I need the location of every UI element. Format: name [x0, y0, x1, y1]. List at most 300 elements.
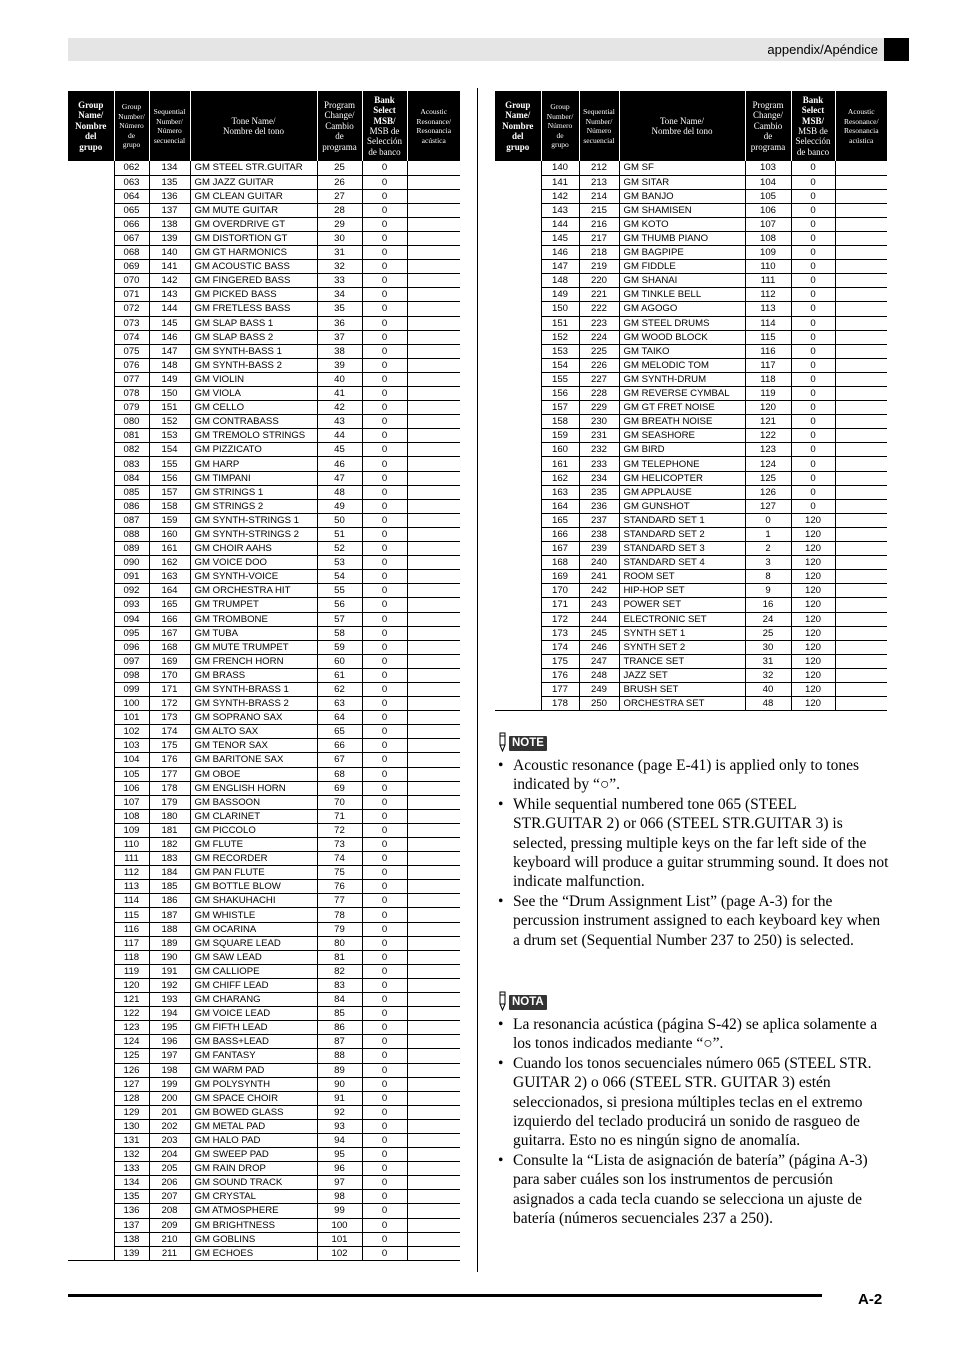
group-number-cell: 139	[114, 1246, 149, 1260]
group-number-cell: 103	[114, 739, 149, 753]
program-change-cell: 53	[317, 556, 362, 570]
acoustic-resonance-cell	[407, 894, 460, 908]
program-change-cell: 88	[317, 1049, 362, 1063]
acoustic-resonance-cell	[407, 570, 460, 584]
sequential-number-cell: 149	[149, 372, 190, 386]
table-row	[68, 1007, 460, 1021]
table-row	[68, 161, 460, 175]
program-change-cell: 3	[745, 556, 791, 570]
program-change-cell: 2	[745, 542, 791, 556]
tone-name-cell: GM SQUARE LEAD	[190, 936, 317, 950]
group-name-cell	[68, 725, 114, 739]
sequential-number-cell: 202	[149, 1119, 190, 1133]
tone-name-cell: GM BASSOON	[190, 795, 317, 809]
tone-name-cell: GM SPACE CHOIR	[190, 1091, 317, 1105]
group-name-cell	[68, 1091, 114, 1105]
note-item: • See the “Drum Assignment List” (page A-3) for the percussion instrument assigned to each keyboard key when a drum set (Sequential Number 237 to 250) is selected.	[497, 892, 889, 950]
sequential-number-cell: 170	[149, 668, 190, 682]
group-number-cell: 167	[541, 542, 579, 556]
acoustic-resonance-cell	[407, 950, 460, 964]
bank-select-cell: 120	[791, 556, 835, 570]
program-change-cell: 125	[745, 471, 791, 485]
bank-select-cell: 0	[362, 626, 407, 640]
acoustic-resonance-cell	[835, 697, 887, 711]
group-name-cell	[68, 1077, 114, 1091]
table-row	[495, 499, 887, 513]
table-row	[68, 288, 460, 302]
tone-name-cell: GM MUTE TRUMPET	[190, 640, 317, 654]
group-number-cell: 122	[114, 1007, 149, 1021]
table-row	[68, 443, 460, 457]
note-item: • Consulte la “Lista de asignación de batería” (página A-3) para saber cuáles son los instrumentos de percusión asignados a cada tecla cuando se selecciona un ajuste de batería (números secuenciales 237 a 250).	[497, 1151, 889, 1229]
tone-name-cell: GM STEEL STR.GUITAR	[190, 161, 317, 175]
table-row	[495, 457, 887, 471]
group-number-cell: 063	[114, 175, 149, 189]
group-name-cell	[495, 189, 541, 203]
group-name-cell	[68, 302, 114, 316]
tone-name-cell: GM ATMOSPHERE	[190, 1204, 317, 1218]
tone-name-cell: GM AGOGO	[619, 302, 745, 316]
tone-name-cell: GM SYNTH-STRINGS 2	[190, 527, 317, 541]
table-row	[68, 527, 460, 541]
tone-name-cell: GM SYNTH-BASS 2	[190, 358, 317, 372]
acoustic-resonance-cell	[835, 443, 887, 457]
bank-select-cell: 120	[791, 682, 835, 696]
group-name-cell	[68, 1063, 114, 1077]
group-name-cell	[68, 429, 114, 443]
bank-select-cell: 0	[362, 697, 407, 711]
sequential-number-cell: 177	[149, 767, 190, 781]
bank-select-cell: 120	[791, 527, 835, 541]
acoustic-resonance-cell	[407, 372, 460, 386]
group-name-cell	[68, 781, 114, 795]
table-row	[495, 288, 887, 302]
program-change-cell: 110	[745, 260, 791, 274]
header-bank-select: Bank Select MSB/ MSB de Selección de banco	[362, 91, 407, 161]
acoustic-resonance-cell	[407, 781, 460, 795]
bank-select-cell: 0	[362, 598, 407, 612]
program-change-cell: 80	[317, 936, 362, 950]
program-change-cell: 117	[745, 358, 791, 372]
acoustic-resonance-cell	[407, 1119, 460, 1133]
acoustic-resonance-cell	[835, 344, 887, 358]
acoustic-resonance-cell	[835, 626, 887, 640]
acoustic-resonance-cell	[835, 203, 887, 217]
sequential-number-cell: 219	[579, 260, 619, 274]
group-number-cell: 067	[114, 231, 149, 245]
table-row	[68, 880, 460, 894]
program-change-cell: 79	[317, 922, 362, 936]
sequential-number-cell: 192	[149, 978, 190, 992]
acoustic-resonance-cell	[407, 1063, 460, 1077]
bank-select-cell: 0	[362, 485, 407, 499]
acoustic-resonance-cell	[835, 513, 887, 527]
note-item: • While sequential numbered tone 065 (STEEL STR.GUITAR 2) or 066 (STEEL STR.GUITAR 3) is selected, pressing multiple keys on the far left side of the keyboard will produce a guitar strumming sound. It does not indicate malfunction.	[497, 795, 889, 892]
group-name-cell	[68, 739, 114, 753]
table-row	[68, 1105, 460, 1119]
group-number-cell: 148	[541, 274, 579, 288]
group-number-cell: 164	[541, 499, 579, 513]
sequential-number-cell: 241	[579, 570, 619, 584]
tone-table-right	[495, 91, 887, 711]
group-number-cell: 100	[114, 697, 149, 711]
sequential-number-cell: 159	[149, 513, 190, 527]
table-row	[68, 964, 460, 978]
group-name-cell	[68, 922, 114, 936]
table-row	[68, 499, 460, 513]
acoustic-resonance-cell	[407, 866, 460, 880]
header-group-number: Group Number/ Número de grupo	[114, 91, 149, 161]
group-number-cell: 091	[114, 570, 149, 584]
program-change-cell: 114	[745, 316, 791, 330]
sequential-number-cell: 220	[579, 274, 619, 288]
acoustic-resonance-cell	[407, 809, 460, 823]
tone-name-cell: GM STEEL DRUMS	[619, 316, 745, 330]
group-name-cell	[495, 161, 541, 175]
program-change-cell: 95	[317, 1148, 362, 1162]
program-change-cell: 33	[317, 274, 362, 288]
group-number-cell: 155	[541, 372, 579, 386]
program-change-cell: 64	[317, 711, 362, 725]
acoustic-resonance-cell	[407, 1077, 460, 1091]
sequential-number-cell: 153	[149, 429, 190, 443]
program-change-cell: 68	[317, 767, 362, 781]
program-change-cell: 26	[317, 175, 362, 189]
acoustic-resonance-cell	[407, 316, 460, 330]
bank-select-cell: 0	[362, 1204, 407, 1218]
group-number-cell: 075	[114, 344, 149, 358]
group-name-cell	[495, 598, 541, 612]
program-change-cell: 27	[317, 189, 362, 203]
tone-name-cell: GM CHOIR AAHS	[190, 542, 317, 556]
group-number-cell: 151	[541, 316, 579, 330]
acoustic-resonance-cell	[407, 302, 460, 316]
tone-name-cell: GM BRIGHTNESS	[190, 1218, 317, 1232]
tone-name-cell: GM BANJO	[619, 189, 745, 203]
bank-select-cell: 0	[362, 231, 407, 245]
program-change-cell: 42	[317, 401, 362, 415]
table-row	[68, 612, 460, 626]
group-name-cell	[68, 175, 114, 189]
acoustic-resonance-cell	[835, 668, 887, 682]
program-change-cell: 32	[317, 260, 362, 274]
group-name-cell	[495, 457, 541, 471]
sequential-number-cell: 195	[149, 1021, 190, 1035]
program-change-cell: 36	[317, 316, 362, 330]
acoustic-resonance-cell	[407, 993, 460, 1007]
group-name-cell	[68, 795, 114, 809]
group-name-cell	[68, 316, 114, 330]
tone-name-cell: ROOM SET	[619, 570, 745, 584]
tone-name-cell: GM PICKED BASS	[190, 288, 317, 302]
group-number-cell: 121	[114, 993, 149, 1007]
tone-name-cell: GM TENOR SAX	[190, 739, 317, 753]
group-number-cell: 109	[114, 823, 149, 837]
note-english	[497, 730, 889, 950]
acoustic-resonance-cell	[407, 260, 460, 274]
sequential-number-cell: 185	[149, 880, 190, 894]
group-name-cell	[68, 753, 114, 767]
group-name-cell	[68, 697, 114, 711]
table-row	[68, 175, 460, 189]
table-row	[68, 471, 460, 485]
acoustic-resonance-cell	[835, 231, 887, 245]
table-row	[68, 654, 460, 668]
sequential-number-cell: 139	[149, 231, 190, 245]
table-row	[68, 823, 460, 837]
acoustic-resonance-cell	[407, 175, 460, 189]
tone-name-cell: STANDARD SET 4	[619, 556, 745, 570]
table-row	[495, 668, 887, 682]
group-number-cell: 161	[541, 457, 579, 471]
sequential-number-cell: 176	[149, 753, 190, 767]
tone-name-cell: GM BAGPIPE	[619, 246, 745, 260]
acoustic-resonance-cell	[835, 415, 887, 429]
sequential-number-cell: 146	[149, 330, 190, 344]
tone-name-cell: GM VOICE LEAD	[190, 1007, 317, 1021]
group-name-cell	[495, 485, 541, 499]
table-row	[495, 203, 887, 217]
table-row	[68, 1246, 460, 1260]
group-number-cell: 094	[114, 612, 149, 626]
table-row	[68, 387, 460, 401]
acoustic-resonance-cell	[835, 682, 887, 696]
bank-select-cell: 0	[362, 823, 407, 837]
table-row	[68, 1077, 460, 1091]
bank-select-cell: 0	[791, 203, 835, 217]
header-acoustic-resonance: Acoustic Resonance/ Resonancia acústica	[407, 91, 460, 161]
group-name-cell	[495, 316, 541, 330]
tone-name-cell: GM WOOD BLOCK	[619, 330, 745, 344]
note-item: • Cuando los tonos secuenciales número 065 (STEEL STR. GUITAR 2) o 066 (STEEL STR. GUITAR 3) estén seleccionados, si presiona múltiples teclas en el extremo izquierdo del teclado producirá un sonido de rasgueo de guitarra. Esto no es ningún signo de anomalía.	[497, 1054, 889, 1151]
sequential-number-cell: 245	[579, 626, 619, 640]
header-group-name: Group Name/ Nombre del grupo	[68, 91, 114, 161]
group-number-cell: 166	[541, 527, 579, 541]
group-name-cell	[68, 260, 114, 274]
bank-select-cell: 0	[362, 246, 407, 260]
acoustic-resonance-cell	[835, 570, 887, 584]
group-number-cell: 156	[541, 387, 579, 401]
bank-select-cell: 0	[791, 415, 835, 429]
tone-name-cell: GM HALO PAD	[190, 1133, 317, 1147]
group-name-cell	[68, 1176, 114, 1190]
acoustic-resonance-cell	[835, 542, 887, 556]
bank-select-cell: 0	[362, 936, 407, 950]
tone-name-cell: GM SLAP BASS 1	[190, 316, 317, 330]
acoustic-resonance-cell	[407, 1176, 460, 1190]
program-change-cell: 40	[745, 682, 791, 696]
table-row	[495, 330, 887, 344]
program-change-cell: 44	[317, 429, 362, 443]
sequential-number-cell: 187	[149, 908, 190, 922]
table-row	[495, 429, 887, 443]
sequential-number-cell: 189	[149, 936, 190, 950]
group-number-cell: 176	[541, 668, 579, 682]
table-row	[68, 852, 460, 866]
tone-name-cell: GM FIDDLE	[619, 260, 745, 274]
sequential-number-cell: 166	[149, 612, 190, 626]
group-name-cell	[68, 401, 114, 415]
group-name-cell	[68, 809, 114, 823]
bank-select-cell: 0	[791, 316, 835, 330]
group-number-cell: 133	[114, 1162, 149, 1176]
acoustic-resonance-cell	[407, 1049, 460, 1063]
program-change-cell: 55	[317, 584, 362, 598]
program-change-cell: 85	[317, 1007, 362, 1021]
bank-select-cell: 0	[791, 471, 835, 485]
group-number-cell: 095	[114, 626, 149, 640]
group-name-cell	[495, 570, 541, 584]
group-number-cell: 112	[114, 866, 149, 880]
group-name-cell	[68, 866, 114, 880]
group-name-cell	[68, 1148, 114, 1162]
table-row	[68, 795, 460, 809]
bank-select-cell: 0	[362, 387, 407, 401]
note-item: • La resonancia acústica (página S-42) se aplica solamente a los tonos indicados mediante “○”.	[497, 1015, 889, 1054]
bank-select-cell: 0	[791, 260, 835, 274]
program-change-cell: 108	[745, 231, 791, 245]
program-change-cell: 104	[745, 175, 791, 189]
program-change-cell: 65	[317, 725, 362, 739]
header-bank-select: Bank Select MSB/ MSB de Selección de banco	[791, 91, 835, 161]
acoustic-resonance-cell	[835, 316, 887, 330]
tone-name-cell: GM MELODIC TOM	[619, 358, 745, 372]
sequential-number-cell: 163	[149, 570, 190, 584]
program-change-cell: 71	[317, 809, 362, 823]
sequential-number-cell: 148	[149, 358, 190, 372]
note-list	[497, 1015, 889, 1228]
group-name-cell	[68, 964, 114, 978]
group-name-cell	[68, 626, 114, 640]
tone-name-cell: GM VIOLIN	[190, 372, 317, 386]
group-name-cell	[68, 344, 114, 358]
table-row	[495, 485, 887, 499]
bank-select-cell: 0	[791, 499, 835, 513]
program-change-cell: 61	[317, 668, 362, 682]
table-row	[68, 542, 460, 556]
tone-name-cell: GM ORCHESTRA HIT	[190, 584, 317, 598]
program-change-cell: 52	[317, 542, 362, 556]
program-change-cell: 105	[745, 189, 791, 203]
acoustic-resonance-cell	[407, 626, 460, 640]
group-number-cell: 175	[541, 654, 579, 668]
tone-name-cell: GM SYNTH-VOICE	[190, 570, 317, 584]
bank-select-cell: 0	[362, 513, 407, 527]
program-change-cell: 39	[317, 358, 362, 372]
group-name-cell	[68, 274, 114, 288]
table-row	[495, 640, 887, 654]
bank-select-cell: 0	[362, 640, 407, 654]
bank-select-cell: 0	[362, 344, 407, 358]
group-number-cell: 118	[114, 950, 149, 964]
group-name-cell	[68, 231, 114, 245]
group-number-cell: 073	[114, 316, 149, 330]
group-name-cell	[495, 682, 541, 696]
acoustic-resonance-cell	[407, 767, 460, 781]
sequential-number-cell: 233	[579, 457, 619, 471]
group-name-cell	[495, 429, 541, 443]
bank-select-cell: 120	[791, 697, 835, 711]
group-name-cell	[495, 542, 541, 556]
program-change-cell: 41	[317, 387, 362, 401]
acoustic-resonance-cell	[407, 880, 460, 894]
acoustic-resonance-cell	[407, 1105, 460, 1119]
bank-select-cell: 0	[362, 471, 407, 485]
bank-select-cell: 0	[791, 302, 835, 316]
group-number-cell: 128	[114, 1091, 149, 1105]
program-change-cell: 45	[317, 443, 362, 457]
tone-name-cell: SYNTH SET 2	[619, 640, 745, 654]
table-row	[68, 809, 460, 823]
program-change-cell: 102	[317, 1246, 362, 1260]
group-number-cell: 101	[114, 711, 149, 725]
acoustic-resonance-cell	[407, 203, 460, 217]
group-number-cell: 069	[114, 260, 149, 274]
program-change-cell: 107	[745, 217, 791, 231]
sequential-number-cell: 145	[149, 316, 190, 330]
sequential-number-cell: 184	[149, 866, 190, 880]
sequential-number-cell: 222	[579, 302, 619, 316]
group-number-cell: 149	[541, 288, 579, 302]
sequential-number-cell: 172	[149, 697, 190, 711]
bank-select-cell: 0	[362, 527, 407, 541]
program-change-cell: 103	[745, 161, 791, 175]
bank-select-cell: 0	[362, 1190, 407, 1204]
group-name-cell	[68, 1007, 114, 1021]
acoustic-resonance-cell	[407, 1035, 460, 1049]
group-name-cell	[68, 1218, 114, 1232]
sequential-number-cell: 155	[149, 457, 190, 471]
program-change-cell: 46	[317, 457, 362, 471]
table-row	[495, 626, 887, 640]
bank-select-cell: 0	[791, 401, 835, 415]
group-number-cell: 127	[114, 1077, 149, 1091]
group-number-cell: 093	[114, 598, 149, 612]
bank-select-cell: 0	[362, 725, 407, 739]
group-name-cell	[495, 344, 541, 358]
bank-select-cell: 0	[362, 556, 407, 570]
table-row	[495, 415, 887, 429]
table-row	[68, 640, 460, 654]
acoustic-resonance-cell	[407, 1218, 460, 1232]
sequential-number-cell: 191	[149, 964, 190, 978]
sequential-number-cell: 223	[579, 316, 619, 330]
bank-select-cell: 0	[362, 499, 407, 513]
tone-name-cell: GM HARP	[190, 457, 317, 471]
sequential-number-cell: 135	[149, 175, 190, 189]
bank-select-cell: 0	[791, 429, 835, 443]
group-number-cell: 171	[541, 598, 579, 612]
group-number-cell: 136	[114, 1204, 149, 1218]
group-name-cell	[68, 485, 114, 499]
tone-name-cell: GM TIMPANI	[190, 471, 317, 485]
sequential-number-cell: 214	[579, 189, 619, 203]
acoustic-resonance-cell	[407, 612, 460, 626]
group-number-cell: 077	[114, 372, 149, 386]
table-row	[68, 711, 460, 725]
group-number-cell: 170	[541, 584, 579, 598]
group-number-cell: 114	[114, 894, 149, 908]
group-name-cell	[495, 443, 541, 457]
bank-select-cell: 0	[791, 372, 835, 386]
group-name-cell	[68, 556, 114, 570]
table-row	[68, 485, 460, 499]
note-list	[497, 756, 889, 950]
group-number-cell: 138	[114, 1232, 149, 1246]
tone-name-cell: GM ALTO SAX	[190, 725, 317, 739]
group-number-cell: 141	[541, 175, 579, 189]
group-name-cell	[68, 993, 114, 1007]
